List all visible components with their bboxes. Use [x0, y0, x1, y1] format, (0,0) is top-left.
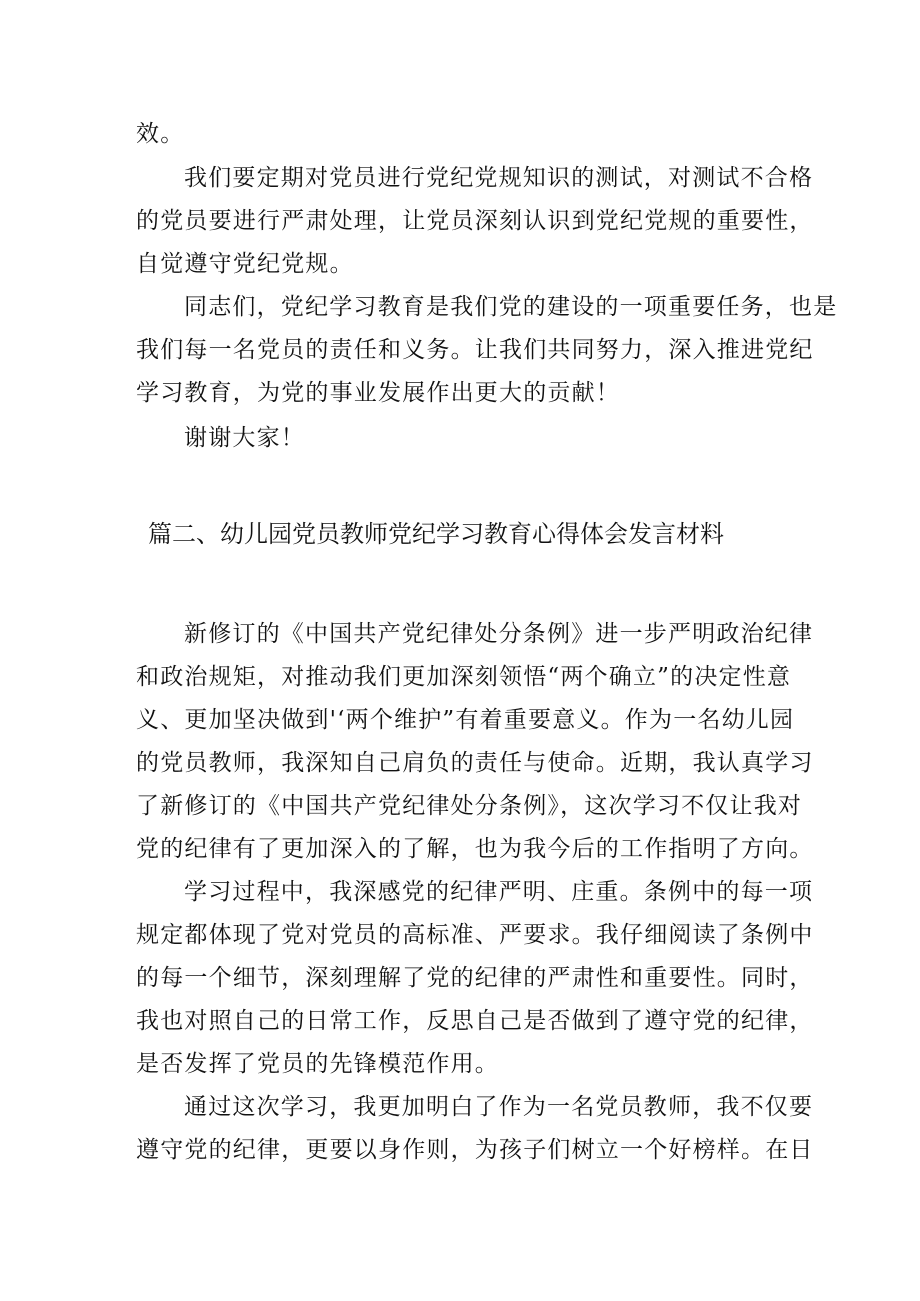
paragraph-line: 的党员要进行严肃处理，让党员深刻认识到党纪党规的重要性， — [136, 208, 814, 234]
paragraph-line: 规定都体现了党对党员的高标准、严要求。我仔细阅读了条例中 — [136, 922, 814, 948]
paragraph-line: 的党员教师，我深知自己肩负的责任与使命。近期，我认真学习 — [136, 750, 814, 776]
paragraph-line: 我也对照自己的日常工作，反思自己是否做到了遵守党的纪律， — [136, 1008, 814, 1034]
paragraph-line: 谢谢大家！ — [184, 425, 305, 451]
paragraph-line: 通过这次学习，我更加明白了作为一名党员教师，我不仅要 — [184, 1094, 814, 1120]
paragraph-line: 遵守党的纪律，更要以身作则，为孩子们树立一个好榜样。在日 — [136, 1137, 814, 1163]
paragraph-line: 了新修订的《中国共产党纪律处分条例》，这次学习不仅让我对 — [136, 793, 803, 819]
paragraph-line: 同志们，党纪学习教育是我们党的建设的一项重要任务，也是 — [184, 294, 838, 320]
paragraph-line: 学习教育，为党的事业发展作出更大的贡献！ — [136, 380, 620, 406]
paragraph-line: 的每一个细节，深刻理解了党的纪律的严肃性和重要性。同时， — [136, 965, 814, 991]
section-heading: 篇二、幼儿园党员教师党纪学习教育心得体会发言材料 — [148, 520, 724, 548]
paragraph-line: 学习过程中，我深感党的纪律严明、庄重。条例中的每一项 — [184, 879, 814, 905]
paragraph-line: 党的纪律有了更加深入的了解，也为我今后的工作指明了方向。 — [136, 836, 814, 862]
paragraph-line: 是否发挥了党员的先锋模范作用。 — [136, 1051, 499, 1077]
paragraph-line: 效。 — [136, 121, 185, 147]
paragraph-line: 自觉遵守党纪党规。 — [136, 251, 354, 277]
paragraph-line: 我们要定期对党员进行党纪党规知识的测试，对测试不合格 — [184, 165, 814, 191]
paragraph-line: 我们每一名党员的责任和义务。让我们共同努力，深入推进党纪 — [136, 337, 814, 363]
paragraph-line: 新修订的《中国共产党纪律处分条例》进一步严明政治纪律 — [184, 621, 814, 647]
paragraph-line: 和政治规矩，对推动我们更加深刻领悟“两个确立”的决定性意 — [136, 664, 792, 690]
paragraph-line: 义、更加坚决做到'‘两个维护”有着重要意义。作为一名幼儿园 — [136, 707, 795, 733]
